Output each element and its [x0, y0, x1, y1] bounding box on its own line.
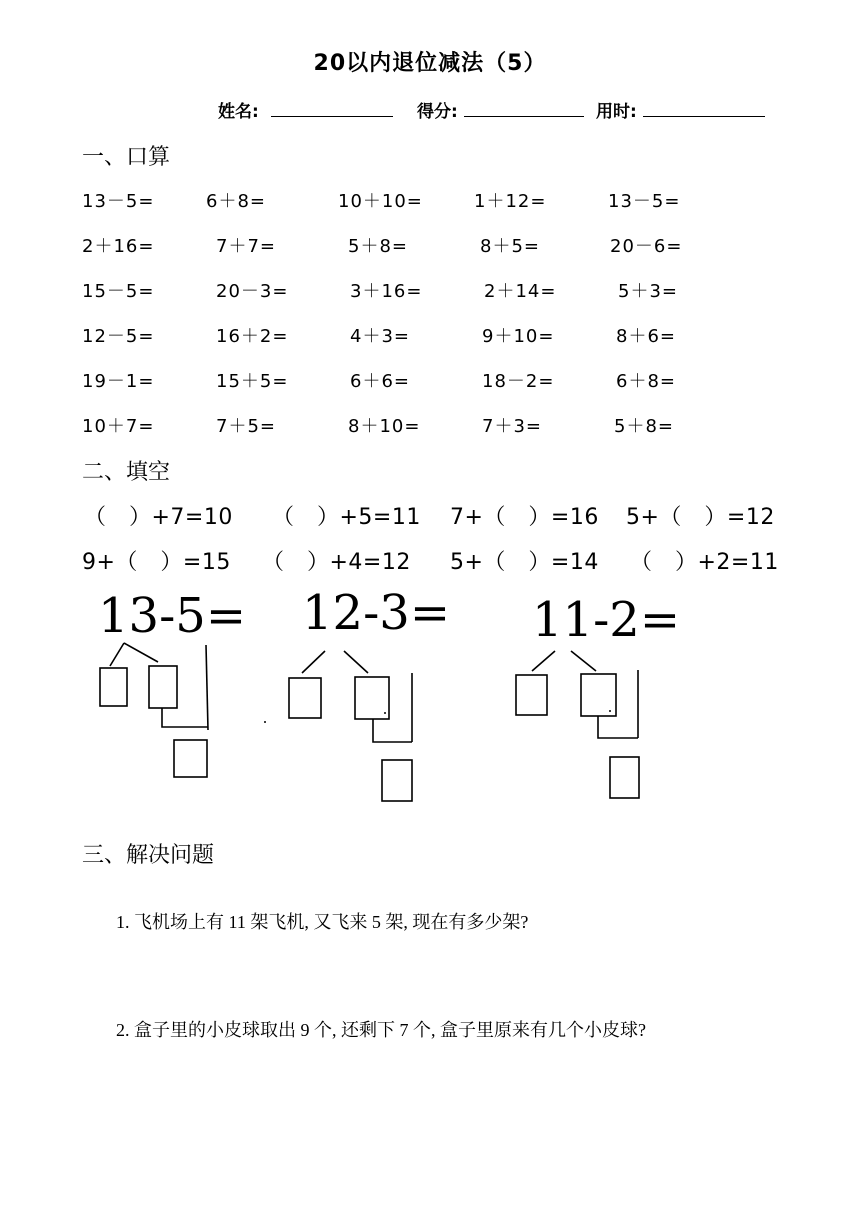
diagram-equation: 13-5=	[98, 588, 247, 644]
oral-item: 6＋8=	[616, 371, 676, 392]
section-problems-heading: 三、解决问题	[82, 843, 215, 868]
oral-item: 3＋16=	[350, 281, 423, 302]
oral-item: 7＋5=	[216, 416, 276, 437]
fill-item: 7+（ ）=16	[450, 505, 599, 530]
oral-item: 1＋12=	[474, 191, 547, 212]
oral-item: 15－5=	[82, 281, 155, 302]
diagram-equation: 12-3=	[302, 585, 451, 641]
fill-item: （ ）+5=11	[272, 505, 421, 530]
word-problem-2: 2. 盒子里的小皮球取出 9 个, 还剩下 7 个, 盒子里原来有几个小皮球?	[116, 1020, 646, 1040]
diagram-equation: 11-2=	[532, 592, 681, 648]
fill-item: （ ）+4=12	[262, 550, 411, 575]
oral-item: 4＋3=	[350, 326, 410, 347]
oral-item: 2＋14=	[484, 281, 557, 302]
page-title: 20以内退位减法（5）	[313, 51, 547, 76]
oral-item: 20－3=	[216, 281, 289, 302]
score-label: 得分:	[417, 102, 458, 122]
name-label: 姓名:	[218, 102, 259, 122]
fill-item: 5+（ ）=12	[626, 505, 775, 530]
oral-item: 12－5=	[82, 326, 155, 347]
oral-item: 7＋3=	[482, 416, 542, 437]
oral-item: 9＋10=	[482, 326, 555, 347]
oral-item: 6＋8=	[206, 191, 266, 212]
oral-item: 7＋7=	[216, 236, 276, 257]
oral-item: 8＋6=	[616, 326, 676, 347]
oral-item: 8＋10=	[348, 416, 421, 437]
oral-item: 8＋5=	[480, 236, 540, 257]
oral-item: 5＋8=	[614, 416, 674, 437]
oral-item: 20－6=	[610, 236, 683, 257]
fill-item: 9+（ ）=15	[82, 550, 231, 575]
oral-item: 13－5=	[82, 191, 155, 212]
oral-item: 18－2=	[482, 371, 555, 392]
oral-item: 10＋7=	[82, 416, 155, 437]
fill-item: 5+（ ）=14	[450, 550, 599, 575]
section-fill-heading: 二、填空	[82, 460, 171, 485]
fill-item: （ ）+2=11	[630, 550, 779, 575]
oral-item: 15＋5=	[216, 371, 289, 392]
oral-item: 5＋8=	[348, 236, 408, 257]
oral-item: 16＋2=	[216, 326, 289, 347]
oral-item: 13－5=	[608, 191, 681, 212]
time-label: 用时:	[596, 102, 637, 122]
oral-item: 6＋6=	[350, 371, 410, 392]
oral-item: 19－1=	[82, 371, 155, 392]
oral-item: 2＋16=	[82, 236, 155, 257]
oral-item: 10＋10=	[338, 191, 423, 212]
word-problem-1: 1. 飞机场上有 11 架飞机, 又飞来 5 架, 现在有多少架?	[116, 912, 529, 932]
section-oral-heading: 一、口算	[82, 145, 171, 170]
fill-item: （ ）+7=10	[84, 505, 233, 530]
oral-item: 5＋3=	[618, 281, 678, 302]
